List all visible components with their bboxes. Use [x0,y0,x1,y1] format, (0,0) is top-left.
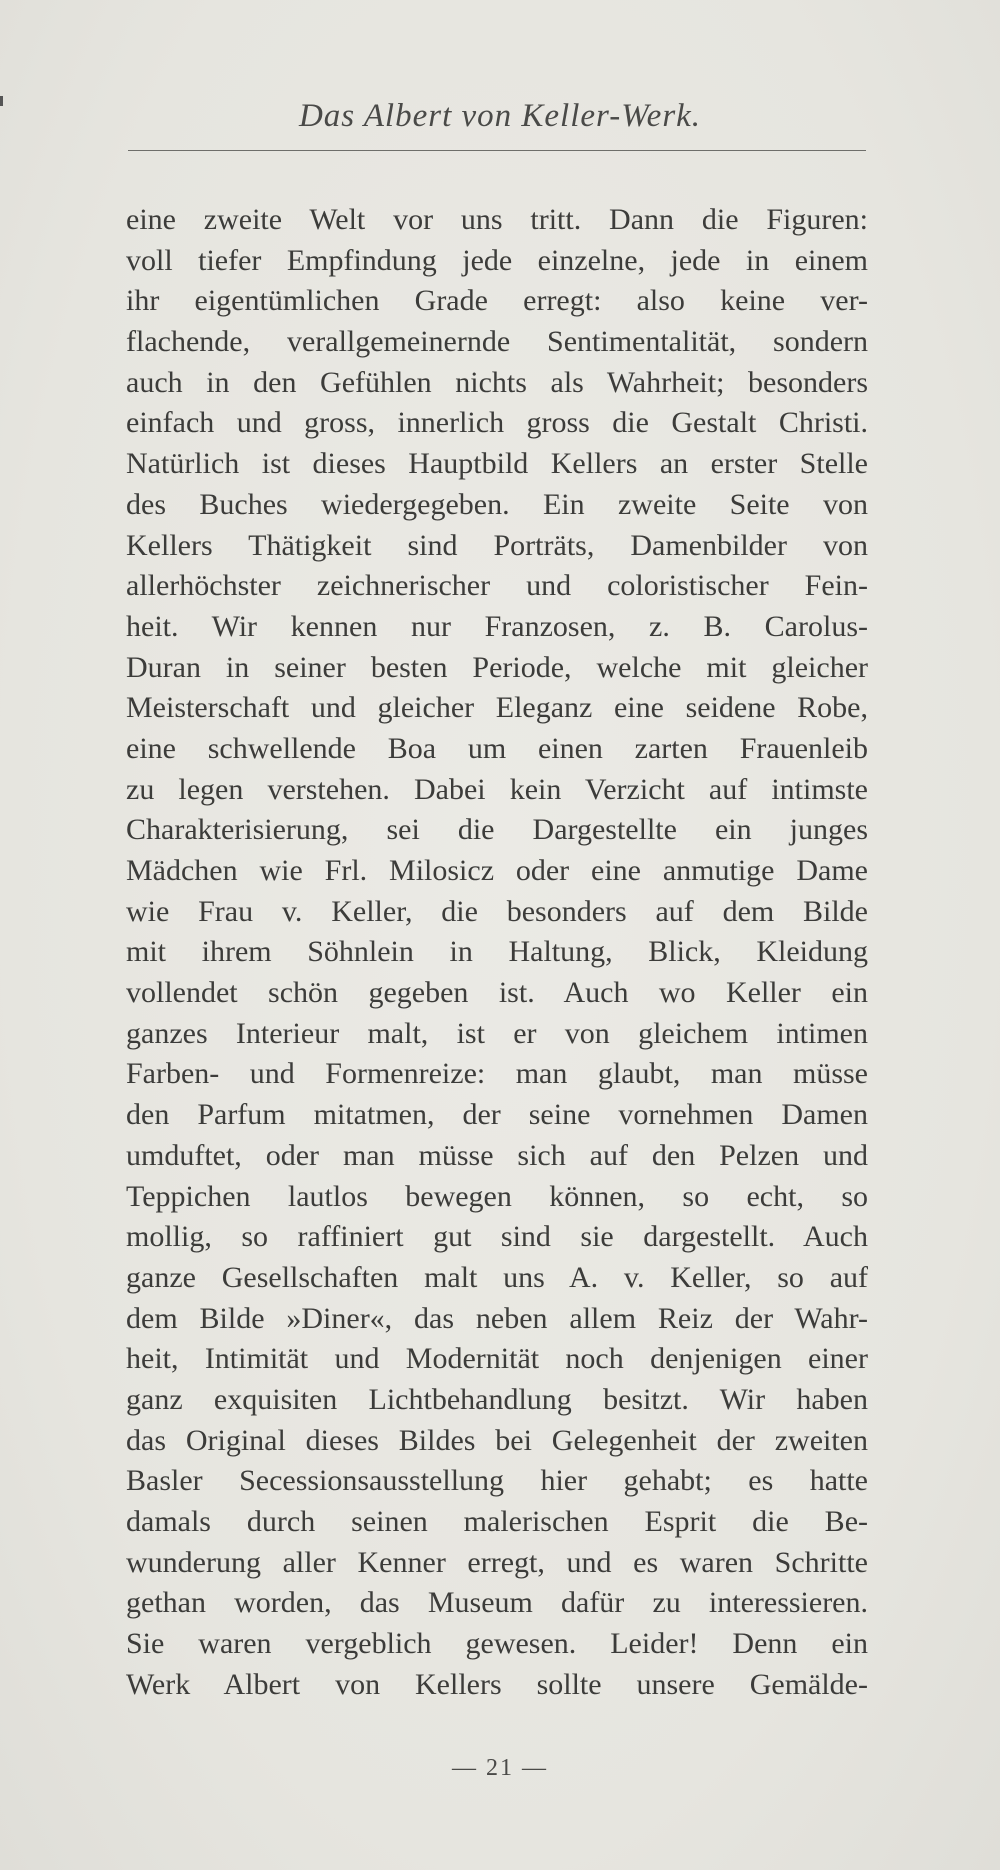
text-line: Meisterschaft und gleicher Eleganz eine seidene Robe, [126,691,868,725]
text-line: flachende, verallgemeinernde Sentimentalität, sondern [126,325,868,359]
text-line: ganzes Interieur malt, ist er von gleichem intimen [126,1016,868,1050]
text-line: Charakterisierung, sei die Dargestellte ein junges [126,813,868,847]
text-line: des Buches wiedergegeben. Ein zweite Seite von [126,487,868,521]
text-line: ihr eigentümlichen Grade erregt: also keine ver- [126,284,868,318]
text-line: vollendet schön gegeben ist. Auch wo Keller ein [126,976,868,1010]
text-line: einfach und gross, innerlich gross die Gestalt Christi. [126,406,868,440]
text-line: Farben- und Formenreize: man glaubt, man müsse [126,1057,868,1091]
text-line: zu legen verstehen. Dabei kein Verzicht auf intimste [126,772,868,806]
text-line: auch in den Gefühlen nichts als Wahrheit; besonders [126,365,868,399]
header-rule [128,150,866,151]
text-line: mit ihrem Söhnlein in Haltung, Blick, Kleidung [126,935,868,969]
page-number: — 21 — [452,1755,548,1781]
text-line: Mädchen wie Frl. Milosicz oder eine anmutige Dame [126,854,868,887]
text-line: Sie waren vergeblich gewesen. Leider! Denn ein [126,1627,868,1661]
text-line: ganz exquisiten Lichtbehandlung besitzt. Wir haben [126,1382,868,1416]
text-line: wie Frau v. Keller, die besonders auf dem Bilde [126,894,868,928]
text-line: wunderung aller Kenner erregt, und es waren Schritte [126,1545,868,1579]
text-line: Natürlich ist dieses Hauptbild Kellers an erster Stelle [126,447,868,481]
running-head: Das Albert von Keller-Werk. [298,98,702,134]
text-line: eine schwellende Boa um einen zarten Frauenleib [126,731,868,765]
text-line: heit, Intimität und Modernität noch denjenigen einer [126,1342,868,1376]
text-line: umduftet, oder man müsse sich auf den Pelzen und [126,1138,868,1172]
text-line: Basler Secessionsausstellung hier gehabt; es hatte [126,1464,868,1498]
text-line: gethan worden, das Museum dafür zu interessieren. [126,1586,868,1620]
text-line: dem Bilde »Diner«, das neben allem Reiz der Wahr- [126,1301,868,1335]
text-line: eine zweite Welt vor uns tritt. Dann die Figuren: [126,203,868,236]
text-line: allerhöchster zeichnerischer und coloristischer Fein- [126,569,868,603]
text-line: den Parfum mitatmen, der seine vornehmen Damen [126,1098,868,1132]
text-line: heit. Wir kennen nur Franzosen, z. B. Carolus- [126,609,868,643]
text-line: Werk Albert von Kellers sollte unsere Gemälde- [126,1667,868,1701]
text-line: Teppichen lautlos bewegen können, so echt, so [126,1179,868,1213]
text-line: das Original dieses Bildes bei Gelegenheit der zweiten [126,1423,868,1457]
text-line: voll tiefer Empfindung jede einzelne, jede in einem [126,243,868,277]
text-line: Duran in seiner besten Periode, welche mit gleicher [126,650,868,684]
text-line: ganze Gesellschaften malt uns A. v. Keller, so auf [126,1260,868,1294]
text-line: Kellers Thätigkeit sind Porträts, Damenbilder von [126,528,868,562]
text-line: damals durch seinen malerischen Esprit die Be- [126,1505,868,1538]
text-line: mollig, so raffiniert gut sind sie dargestellt. Auch [126,1220,868,1254]
body-text [126,200,868,1705]
